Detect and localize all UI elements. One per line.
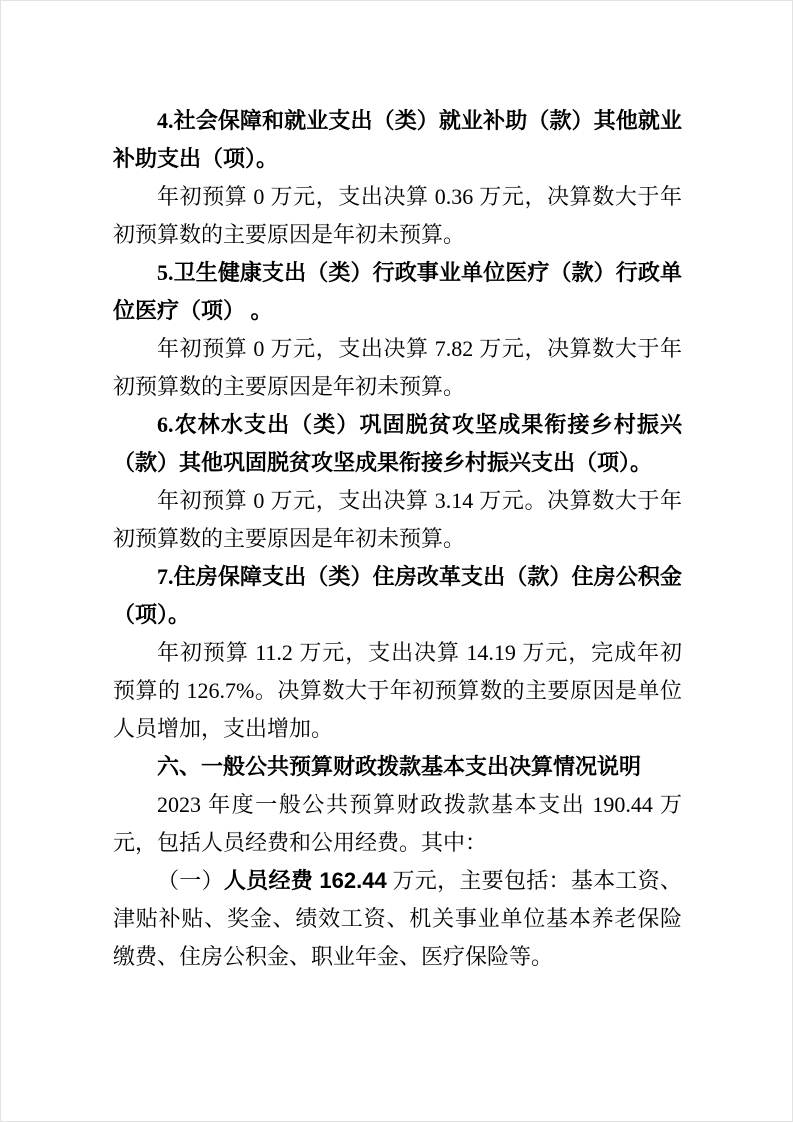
paragraph-item-6-detail: 年初预算 0 万元，支出决算 3.14 万元。决算数大于年初预算数的主要原因是年初未预算。 (113, 488, 682, 551)
heading-item-5-health: 5.卫生健康支出（类）行政事业单位医疗（款）行政单位医疗（项） 。 (113, 260, 682, 323)
paragraph-item-4-detail: 年初预算 0 万元，支出决算 0.36 万元，决算数大于年初预算数的主要原因是年初未预算。 (113, 184, 682, 247)
personnel-expense-emphasis: 人员经费 162.44 (223, 868, 387, 893)
heading-section-6-basic-expenditure: 六、一般公共预算财政拨款基本支出决算情况说明 (157, 754, 642, 779)
heading-item-6-agriculture: 6.农林水支出（类）巩固脱贫攻坚成果衔接乡村振兴（款）其他巩固脱贫攻坚成果衔接乡村振兴支出（项）。 (113, 412, 682, 475)
paragraph-personnel-expense (113, 862, 682, 976)
heading-item-4-social-security-employment: 4.社会保障和就业支出（类）就业补助（款）其他就业补助支出（项）。 (113, 108, 682, 171)
personnel-expense-suffix: 万元，主要包括：基本工资、津贴补贴、奖金、绩效工资、机关事业单位基本养老保险缴费、住房公积金、职业年金、医疗保险等。 (113, 868, 682, 969)
paragraph-item-7-detail: 年初预算 11.2 万元，支出决算 14.19 万元，完成年初预算的 126.7%。决算数大于年初预算数的主要原因是单位人员增加，支出增加。 (113, 640, 682, 741)
document-content (113, 102, 682, 976)
paragraph-basic-expenditure-total: 2023 年度一般公共预算财政拨款基本支出 190.44 万元，包括人员经费和公用经费。其中： (113, 792, 682, 855)
heading-item-7-housing: 7.住房保障支出（类）住房改革支出（款）住房公积金（项）。 (113, 564, 682, 627)
paragraph-item-5-detail: 年初预算 0 万元，支出决算 7.82 万元，决算数大于年初预算数的主要原因是年初未预算。 (113, 336, 682, 399)
personnel-expense-prefix: （一） (157, 868, 224, 893)
